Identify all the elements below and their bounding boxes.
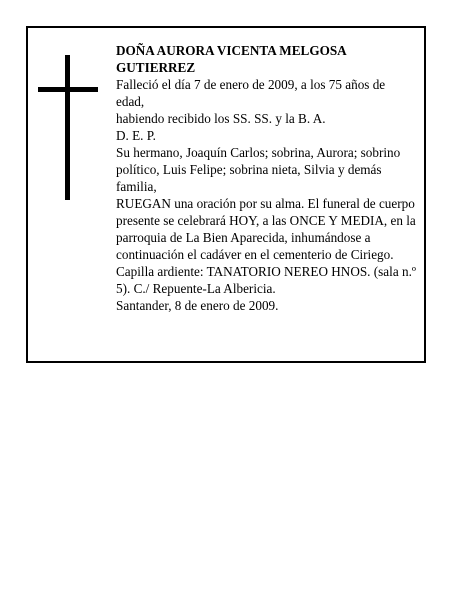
cross-vertical-bar [65,55,70,200]
family-line: Su hermano, Joaquín Carlos; sobrina, Aurora; sobrino político, Luis Felipe; sobrina nieta, Silvia y demás familia, [116,145,401,194]
rip-line: D. E. P. [116,128,156,143]
deceased-name: DOÑA AURORA VICENTA MELGOSA GUTIERREZ [116,43,346,75]
obituary-notice [26,26,426,363]
death-line: Falleció el día 7 de enero de 2009, a los 75 años de edad, [116,77,386,109]
notice-text [116,42,416,314]
place-date-line: Santander, 8 de enero de 2009. [116,298,279,313]
sacraments-line: habiendo recibido los SS. SS. y la B. A. [116,111,326,126]
cross-icon [38,55,98,200]
funeral-details: RUEGAN una oración por su alma. El funeral de cuerpo presente se celebrará HOY, a las ONCE Y MEDIA, en la parroquia de La Bien Aparecida, inhumándose a continuación el cadáver en el cementerio de Ciriego. Capilla ardiente: TANATORIO NEREO HNOS. (sala n.º 5). C./ Repuente-La Albericia. [116,196,416,296]
cross-horizontal-bar [38,87,98,92]
